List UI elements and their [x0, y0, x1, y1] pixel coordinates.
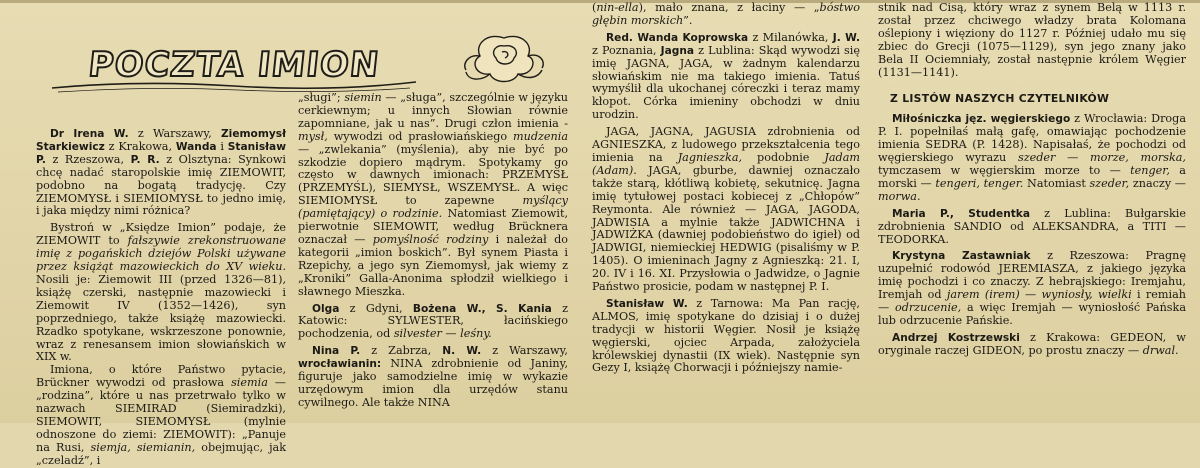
- reader-question: Nina P. z Zabrza, N. W. z Warszawy, wrocławianin: NINA zdrobnienie od Janiny, figuruje jako samodzielne imię w wykazie urzędowym imion dla urzędów stanu cywilnego. Ale także NINA: [298, 344, 568, 409]
- answer-paragraph: Bystroń w „Księdze Imion” podaje, że ZIEMOWIT to fałszywie zrekonstruowane imię z pogańskich dziejów Polski używane przez książąt mazowieckich do XV wieku. Nosili je: Ziemowit III (przed 1326—81), książę czerski, następnie mazowiecki i Ziemowit IV (1352—1426), syn poprzedniego, także książę mazowiecki. Rzadko spotykane, wskrzeszone ponownie, wraz z renesansem imion słowiańskich w XIX w.: [36, 221, 287, 364]
- answer-paragraph: stnik nad Cisą, który wraz z synem Belą w 1113 r. został przez chciwego władzy brata Kolomana oślepiony i więziony do 1127 r. Później udało mu się zbiec do Grecji (1075—1129), syn jego znany jako Bela II Ociemniały, został następnie królem Węgier (1131—1141).: [878, 1, 1186, 79]
- reader-letter: Miłośniczka jęz. węgierskiego z Wrocławia: Droga P. I. popełniłaś małą gafę, omawiając pochodzenie imienia SEDRA (P. 1428). Napisałaś, że pochodzi od węgierskiego wyrazu szeder — morze, morska, tymczasem w węgierskim morze to — tenger, a morski — tengeri, tenger. Natomiast szeder, znaczy — morwa.: [878, 112, 1186, 203]
- answer-paragraph: Imiona, o które Państwo pytacie, Brückner wywodzi od prasłowa siemia — „rodzina”, które u nas przetrwało tylko w nazwach SIEMIRAD (Siemiradzki), SIEMOWIT, SIEMOMYSŁ (mylnie odnoszone do ziemi: ZIEMOWIT): „Panuje na Rusi, siemja, siemianin, obejmując, jak „czeladź”, i: [36, 363, 287, 467]
- article-column-3: [592, 2, 860, 375]
- section-title: [48, 36, 420, 94]
- answer-paragraph: „sługi”; siemin — „sługa”, szczególnie w języku cerkiewnym; u innych Słowian równie zapomniane, jak u nas”. Drugi człon imienia -mysł, wywodzi od prasłowiańskiego mudzenia — „zwlekania” (myślenia), aby nie być po szkodzie dopiero mądrym. Spotykamy go często w dawnych imionach: PRZEMYSŁ (PRZEMYŚL), SIEMYSŁ, WSZEMYSŁ. A więc SIEMIOMYSŁ to zapewne myślący (pamiętający) o rodzinie. Natomiast Ziemowit, pierwotnie SIEMOWIT, według Brücknera oznaczał — pomyślność rodziny i należał do kategorii „imion boskich”. Był synem Piasta i Rzepichy, a jego syn Ziemomysł, jak wiemy z „Kroniki” Galla-Anonima spłodził wielkiego i sławnego Mieszka.: [298, 91, 569, 298]
- article-column-2: [298, 92, 568, 410]
- reader-question: Dr Irena W. z Warszawy, Ziemomysł Starkiewicz z Krakowa, Wanda i Stanisław P. z Rzeszowa, P. R. z Olsztyna: Synkowi chcę nadać staropolskie imię ZIEMOWIT, podobno na bogatą tradycję. Czy ZIEMOMYSŁ i SIEMIOMYSŁ to jedno imię, i jaka między nimi różnica?: [36, 127, 286, 218]
- reader-letter: Andrzej Kostrzewski z Krakowa: GEDEON, w oryginale raczej GIDEON, po prostu znaczy — drwal.: [878, 330, 1186, 357]
- answer-paragraph: (nin-ella), mało znana, z łaciny — „bóstwo głębin morskich”.: [592, 1, 860, 27]
- answer-paragraph: JAGA, JAGNA, JAGUSIA zdrobnienia od AGNIESZKA, z ludowego przekształcenia tego imienia na Jagnieszka, podobnie Jadam (Adam). JAGA, gburbe, dawniej oznaczało także starą, kłótliwą kobietę, sekutnicę. Jagna imię tytułowej postaci kobiecej z „Chłopów” Reymonta. Ale również — JAGA, JAGODA, JADWISIA a mylnie także JADWICHNA i JADWIŻKA (dawniej podobieństwo do igieł) od JADWIGI, niemieckiej HEDWIG (pisaliśmy w P. 1405). O imieninach Jagny z Agnieszką: 21. I, 20. IV i 16. XI. Przysłowia o Jadwidze, o Jagnie Państwo prosicie, podam w następnej P. I.: [592, 125, 860, 294]
- section-heading: Z LISTÓW NASZYCH CZYTELNIKÓW: [890, 92, 1110, 106]
- article-column-4: [878, 2, 1186, 358]
- reader-letter: Maria P., Studentka z Lublina: Bułgarskie zdrobnienia SANDIO od ALEKSANDRA, a TITI — TEODORKA.: [878, 206, 1186, 246]
- article-column-1: [36, 128, 286, 468]
- reader-question: Stanisław W. z Tarnowa: Ma Pan rację, ALMOS, imię spotykane do dzisiaj i o dużej tradycji w historii Węgier. Nosił je książę węgierski, ojciec Arpada, założyciela królewskiej dynastii (IX wiek). Następnie syn Gezy I, książę Chorwacji i późniejszy namie-: [592, 296, 860, 375]
- reader-question: Red. Wanda Koprowska z Milanówka, J. W. z Poznania, Jagna z Lublina: Skąd wywodzi się imię JAGNA, JAGA, w żadnym kalendarzu słowiańskim nie ma takiego imienia. Tatuś wymyślił dla ukochanej córeczki i teraz mamy kłopot. Córka imieniny obchodzi w dniu urodzin.: [592, 30, 860, 122]
- page-title: POCZTA IMION: [86, 45, 382, 85]
- rose-ornament-icon: [458, 26, 550, 88]
- reader-question: Olga z Gdyni, Bożena W., S. Kania z Katowic: SYLWESTER, łacińskiego pochodzenia, od silvester — leśny.: [298, 301, 569, 341]
- reader-letter: Krystyna Zastawniak z Rzeszowa: Pragnę uzupełnić rodowód JEREMIASZA, z jakiego języka imię pochodzi i co znaczy. Z hebrajskiego: Iremjahu, Iremjah od jarem (irem) — wyniosły, wielki i remiah — odrzucenie, a więc Iremjah — wyniosłość Pańska lub odrzucenie Pańskie.: [878, 249, 1186, 327]
